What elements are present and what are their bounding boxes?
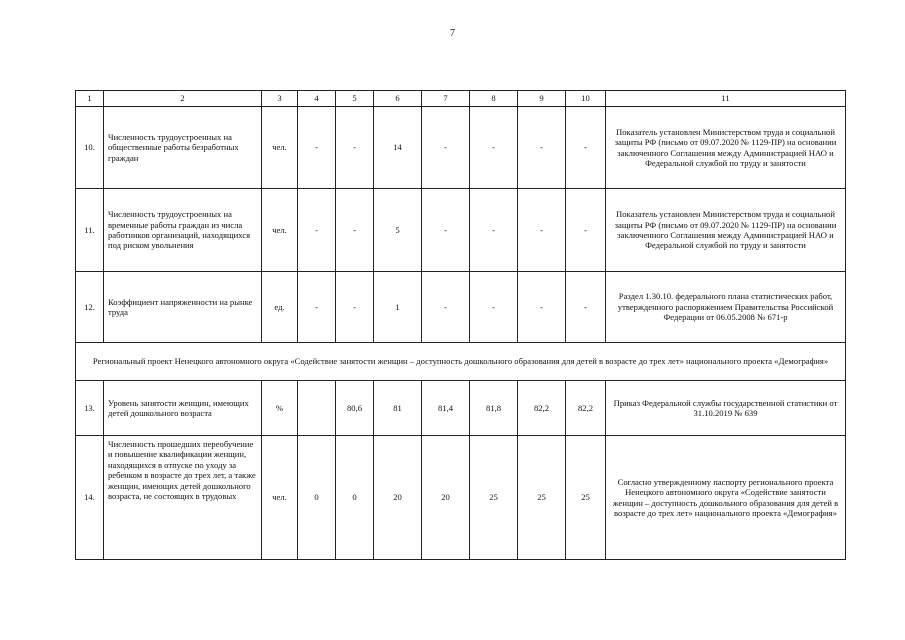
column-header: 10	[566, 91, 606, 107]
value-cell: -	[518, 189, 566, 272]
value-cell: -	[298, 272, 336, 343]
basis-cell: Раздел 1.30.10. федерального плана статистических работ, утвержденного распоряжением Правительства Российской Федерации от 06.05.2008 № 671-р	[606, 272, 846, 343]
value-cell: -	[566, 272, 606, 343]
indicator-name: Уровень занятости женщин, имеющих детей дошкольного возраста	[104, 381, 262, 436]
column-header: 7	[422, 91, 470, 107]
row-number: 14.	[76, 436, 104, 560]
value-cell: 82,2	[518, 381, 566, 436]
value-cell: -	[422, 272, 470, 343]
value-cell: 81	[374, 381, 422, 436]
value-cell: -	[566, 189, 606, 272]
table-row	[76, 381, 846, 436]
value-cell: -	[336, 107, 374, 189]
value-cell: 0	[298, 436, 336, 560]
column-header: 6	[374, 91, 422, 107]
value-cell: 80,6	[336, 381, 374, 436]
value-cell: 25	[470, 436, 518, 560]
value-cell: 5	[374, 189, 422, 272]
basis-cell: Показатель установлен Министерством труда и социальной защиты РФ (письмо от 09.07.2020 № 1129-ПР) на основании заключенного Соглашения между Администрацией НАО и Федеральной службой по труду и занятости	[606, 107, 846, 189]
value-cell: 1	[374, 272, 422, 343]
indicator-name: Численность трудоустроенных на временные работы граждан из числа работников организаций, находящихся под риском увольнения	[104, 189, 262, 272]
value-cell: -	[336, 189, 374, 272]
value-cell: 82,2	[566, 381, 606, 436]
value-cell: -	[470, 189, 518, 272]
value-cell: 81,8	[470, 381, 518, 436]
value-cell: -	[422, 107, 470, 189]
page-number: 7	[450, 28, 455, 39]
indicator-name: Численность трудоустроенных на общественные работы безработных граждан	[104, 107, 262, 189]
row-number: 10.	[76, 107, 104, 189]
value-cell: 25	[518, 436, 566, 560]
value-cell: 20	[422, 436, 470, 560]
value-cell: -	[518, 272, 566, 343]
value-cell: 25	[566, 436, 606, 560]
unit-cell: чел.	[262, 436, 298, 560]
row-number: 12.	[76, 272, 104, 343]
section-row	[76, 343, 846, 381]
value-cell: -	[336, 272, 374, 343]
value-cell: 0	[336, 436, 374, 560]
value-cell: -	[470, 107, 518, 189]
value-cell: 81,4	[422, 381, 470, 436]
basis-cell: Согласно утвержденному паспорту регионального проекта Ненецкого автономного округа «Содействие занятости женщин – доступность дошкольного образования для детей в возрасте до трех лет» национального проекта «Демография»	[606, 436, 846, 560]
column-header: 2	[104, 91, 262, 107]
column-header: 9	[518, 91, 566, 107]
unit-cell: чел.	[262, 107, 298, 189]
value-cell: -	[470, 272, 518, 343]
basis-cell: Приказ Федеральной службы государственной статистики от 31.10.2019 № 639	[606, 381, 846, 436]
value-cell	[298, 381, 336, 436]
section-title: Региональный проект Ненецкого автономного округа «Содействие занятости женщин – доступность дошкольного образования для детей в возрасте до трех лет» национального проекта «Демография»	[76, 343, 846, 381]
table-row	[76, 189, 846, 272]
indicators-table	[75, 90, 846, 560]
table-row	[76, 436, 846, 560]
indicator-name: Коэффициент напряженности на рынке труда	[104, 272, 262, 343]
column-header: 4	[298, 91, 336, 107]
value-cell: 14	[374, 107, 422, 189]
column-header: 11	[606, 91, 846, 107]
row-number: 11.	[76, 189, 104, 272]
table-row	[76, 272, 846, 343]
value-cell: -	[298, 107, 336, 189]
basis-cell: Показатель установлен Министерством труда и социальной защиты РФ (письмо от 09.07.2020 № 1129-ПР) на основании заключенного Соглашения между Администрацией НАО и Федеральной службой по труду и занятости	[606, 189, 846, 272]
unit-cell: ед.	[262, 272, 298, 343]
column-header: 8	[470, 91, 518, 107]
column-header: 5	[336, 91, 374, 107]
value-cell: -	[566, 107, 606, 189]
value-cell: -	[422, 189, 470, 272]
column-number-row	[76, 91, 846, 107]
indicator-name: Численность прошедших переобучение и повышение квалификации женщин, находящихся в отпуске по уходу за ребенком в возрасте до трех лет, а также женщин, имеющих детей дошкольного возраста, не состоящих в трудовых	[104, 436, 262, 560]
row-number: 13.	[76, 381, 104, 436]
column-header: 3	[262, 91, 298, 107]
value-cell: -	[518, 107, 566, 189]
unit-cell: чел.	[262, 189, 298, 272]
value-cell: -	[298, 189, 336, 272]
table-row	[76, 107, 846, 189]
unit-cell: %	[262, 381, 298, 436]
value-cell: 20	[374, 436, 422, 560]
column-header: 1	[76, 91, 104, 107]
